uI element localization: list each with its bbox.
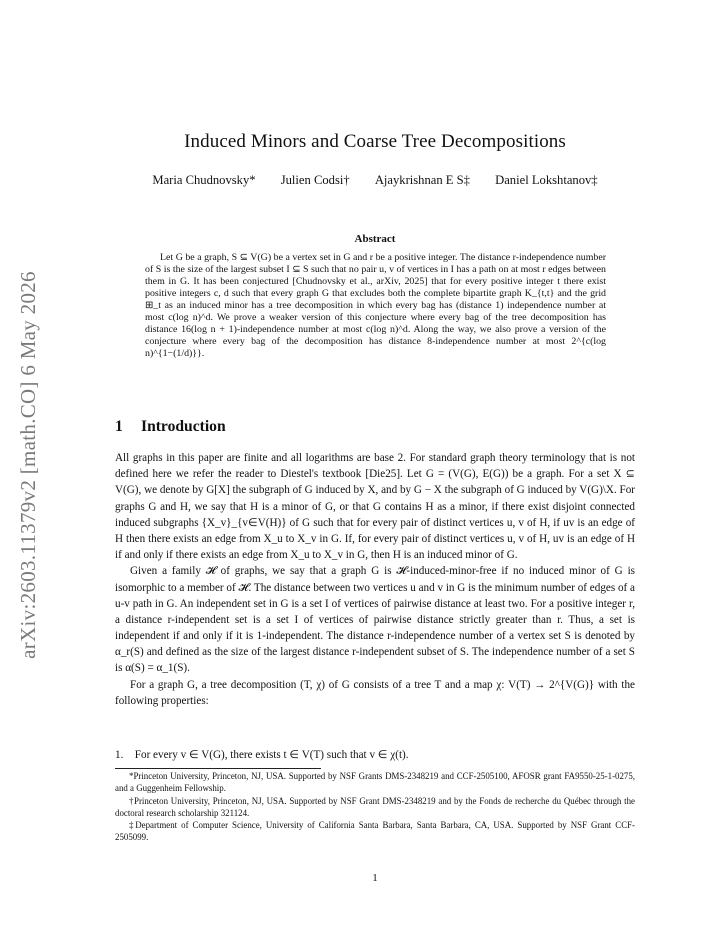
paper-title: Induced Minors and Coarse Tree Decompositions — [184, 131, 566, 152]
footnote: *Princeton University, Princeton, NJ, USA. Supported by NSF Grants DMS-2348219 and CCF-2505100, AFOSR grant FA9550-25-1-0275, and a Guggenheim Fellowship. — [115, 771, 635, 794]
author-name: Daniel Lokshtanov‡ — [495, 173, 598, 187]
author-list — [115, 173, 635, 188]
section-title: Introduction — [141, 418, 226, 435]
paragraph: All graphs in this paper are finite and all logarithms are base 2. For standard graph theory terminology that is not defined here we refer the reader to Diestel's textbook [Die25]. Let G = (V(G), E(G)) be a graph. For a set X ⊆ V(G), we denote by G[X] the subgraph of G induced by X, and by G − X the subgraph of G induced by V(G)\X. For graphs G and H, we say that H is a minor of G, or that G contains H as a minor, if there exist disjoint connected induced subgraphs {X_v}_{v∈V(H)} of G such that for every pair of distinct vertices u, v of H, if uv is an edge of H then there exists an edge from X_u to X_v in G. If, for every pair of distinct vertices u, v of H, uv is an edge of H if and only if there exists an edge from X_u to X_v in G, then H is an induced minor of G. — [115, 452, 635, 562]
abstract-text: Let G be a graph, S ⊆ V(G) be a vertex set in G and r be a positive integer. The distance r-independence number of S is the size of the largest subset I ⊆ S such that no pair u, v of vertices in I has a path on at most r edges between them in G. It has been conjectured [Chudnovsky et al., arXiv, 2025] that for every positive integer t there exist positive integers c, d such that every graph G that excludes both the complete bipartite graph K_{t,t} and the grid ⊞_t as an induced minor has a tree decomposition in which every bag has (distance 1) independence number at most c(log n)^d. We prove a weaker version of this conjecture where every bag of the tree decomposition has distance 16(log n + 1)-independence number at most c(log n)^d. Along the way, we also prove a version of the conjecture where every bag of the decomposition has distance 8-independence number at most 2^{c(log n)^{1−(1/d)}}. — [145, 252, 606, 360]
author-name: Maria Chudnovsky* — [152, 173, 256, 187]
author-name: Julien Codsi† — [280, 173, 350, 187]
arxiv-identifier: arXiv:2603.11379v2 [math.CO] 6 May 2026 — [16, 271, 40, 659]
author-name: Ajaykrishnan E S‡ — [374, 173, 470, 187]
footnotes — [115, 770, 635, 844]
abstract-heading: Abstract — [354, 233, 396, 245]
paragraph: Given a family 𝓗 of graphs, we say that a graph G is 𝓗-induced-minor-free if no induced minor of G is isomorphic to a member of 𝓗. The distance between two vertices u and v in G is the minimum number of edges of a u-v path in G. An independent set in G is a set I of vertices of pairwise distance at least two. For a positive integer r, a distance r-independent set is a set I of vertices of pairwise distance strictly greater than r. Thus, a set is independent if and only if it is 1-independent. The distance r-independence number of a vertex set S is denoted by α_r(S) and defined as the size of the largest distance r-independent subset of S. The independence number of a set S is α(S) = α_1(S). — [115, 565, 635, 675]
paragraph: For a graph G, a tree decomposition (T, χ) of G consists of a tree T and a map χ: V(T) → 2^{V(G)} with the following properties: — [115, 678, 635, 707]
page-number: 1 — [372, 872, 378, 884]
footnote: ‡Department of Computer Science, University of California Santa Barbara, Santa Barbara, CA, USA. Supported by NSF Grant CCF-2505099. — [115, 820, 635, 843]
body-text — [115, 450, 635, 709]
enumeration-item — [115, 748, 635, 761]
section-heading — [115, 418, 226, 436]
section-number: 1 — [115, 418, 123, 435]
footnote-divider — [115, 768, 321, 769]
footnote: †Princeton University, Princeton, NJ, USA. Supported by NSF Grant DMS-2348219 and by the Fonds de recherche du Québec through the doctoral research scholarship 321124. — [115, 795, 635, 818]
enumeration-text: For every v ∈ V(G), there exists t ∈ V(T) such that v ∈ χ(t). — [134, 749, 409, 761]
enumeration-label: 1. — [115, 749, 124, 761]
